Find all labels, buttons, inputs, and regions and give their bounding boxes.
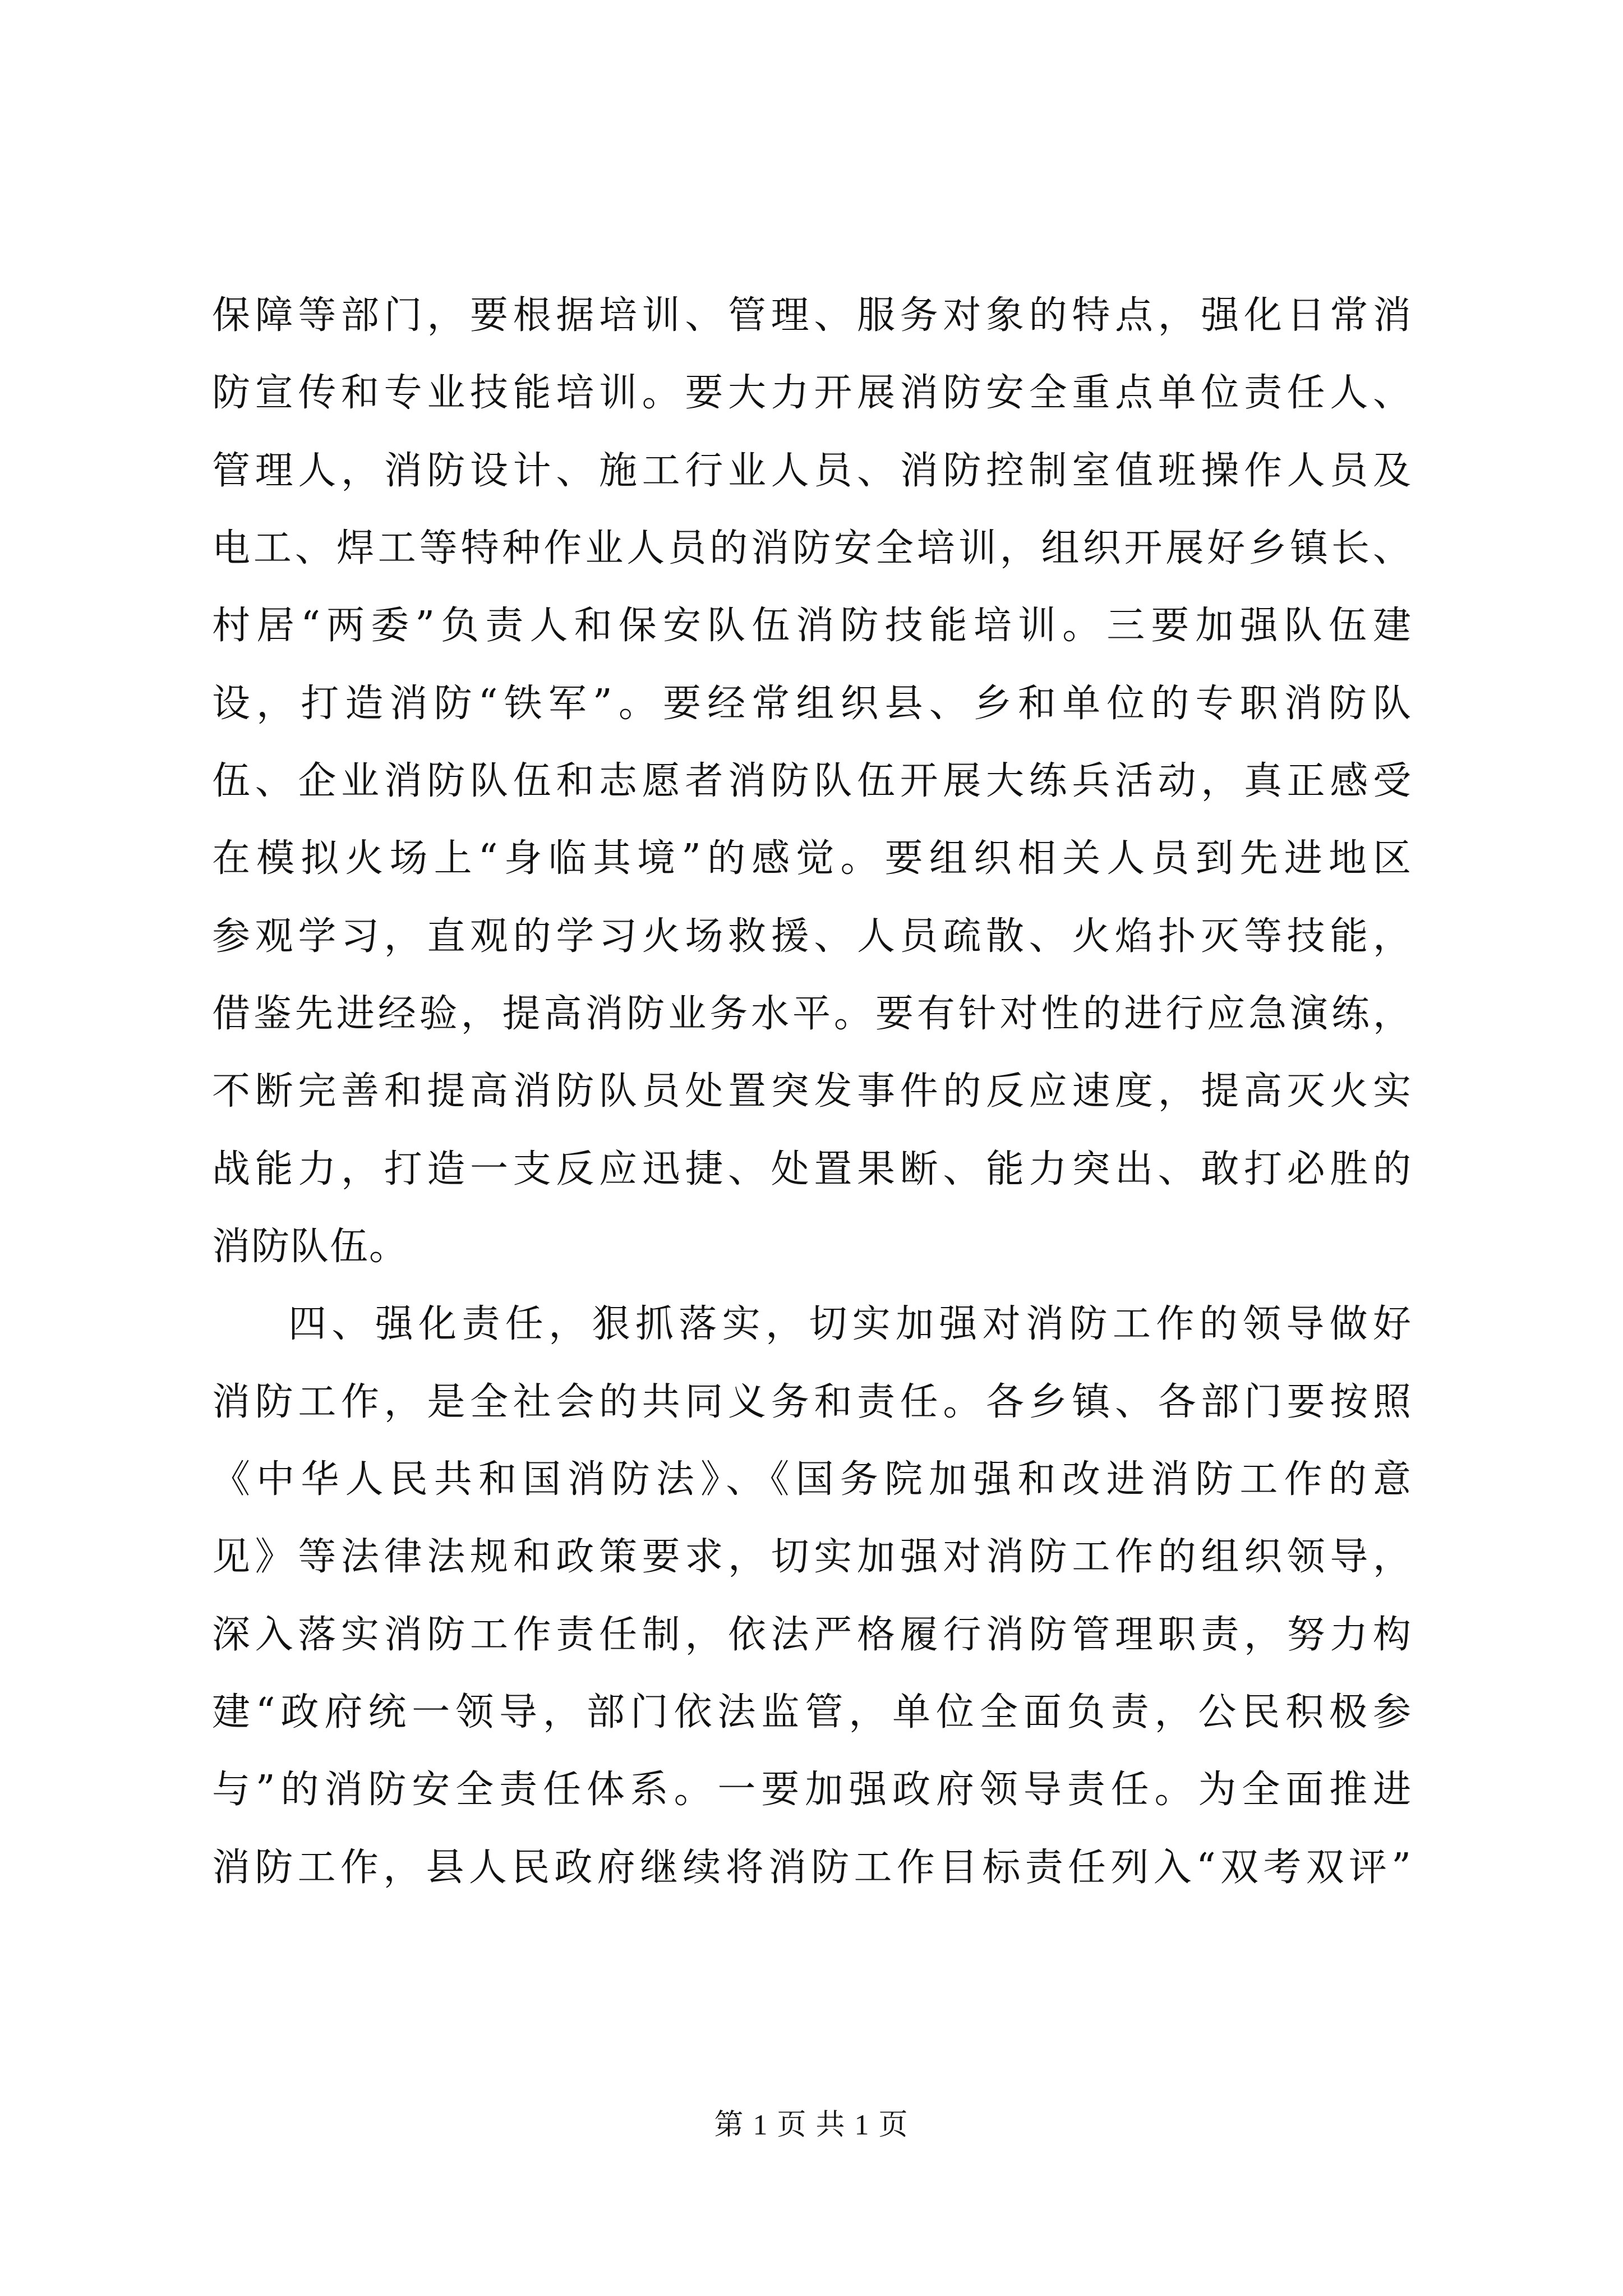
text-line-7: 伍、企业消防队伍和志愿者消防队伍开展大练兵活动，真正感受 bbox=[212, 759, 1412, 803]
text-line-21: 消防工作，县人民政府继续将消防工作目标责任列入“双考双评” bbox=[212, 1846, 1412, 1890]
page-footer: 第 1 页 共 1 页 bbox=[714, 2109, 909, 2141]
text-line-8: 在模拟火场上“身临其境”的感觉。要组织相关人员到先进地区 bbox=[212, 836, 1412, 881]
text-line-9: 参观学习，直观的学习火场救援、人员疏散、火焰扑灭等技能， bbox=[212, 914, 1412, 959]
text-line-1: 保障等部门，要根据培训、管理、服务对象的特点，强化日常消 bbox=[212, 293, 1412, 338]
text-line-20: 与”的消防安全责任体系。一要加强政府领导责任。为全面推进 bbox=[212, 1768, 1412, 1812]
text-line-11: 不断完善和提高消防队员处置突发事件的反应速度，提高灭火实 bbox=[212, 1069, 1412, 1114]
text-line-6: 设，打造消防“铁军”。要经常组织县、乡和单位的专职消防队 bbox=[212, 682, 1412, 726]
text-line-19: 建“政府统一领导，部门依法监管，单位全面负责，公民积极参 bbox=[212, 1690, 1412, 1734]
text-line-3: 管理人，消防设计、施工行业人员、消防控制室值班操作人员及 bbox=[212, 449, 1412, 493]
section-heading-line: 四、强化责任，狠抓落实，切实加强对消防工作的领导做好 bbox=[288, 1302, 1412, 1346]
text-line-17: 见》等法律法规和政策要求，切实加强对消防工作的组织领导， bbox=[212, 1535, 1412, 1579]
text-line-5: 村居“两委”负责人和保安队伍消防技能培训。三要加强队伍建 bbox=[212, 604, 1412, 648]
text-line-4: 电工、焊工等特种作业人员的消防安全培训，组织开展好乡镇长、 bbox=[212, 526, 1412, 570]
text-line-12: 战能力，打造一支反应迅捷、处置果断、能力突出、敢打必胜的 bbox=[212, 1147, 1412, 1191]
text-line-2: 防宣传和专业技能培训。要大力开展消防安全重点单位责任人、 bbox=[212, 371, 1412, 415]
text-line-18: 深入落实消防工作责任制，依法严格履行消防管理职责，努力构 bbox=[212, 1613, 1412, 1657]
text-line-16: 《中华人民共和国消防法》、《国务院加强和改进消防工作的意 bbox=[212, 1457, 1412, 1502]
text-line-10: 借鉴先进经验，提高消防业务水平。要有针对性的进行应急演练， bbox=[212, 992, 1412, 1036]
text-line-13: 消防队伍。 bbox=[212, 1225, 409, 1269]
text-line-15: 消防工作，是全社会的共同义务和责任。各乡镇、各部门要按照 bbox=[212, 1380, 1412, 1424]
